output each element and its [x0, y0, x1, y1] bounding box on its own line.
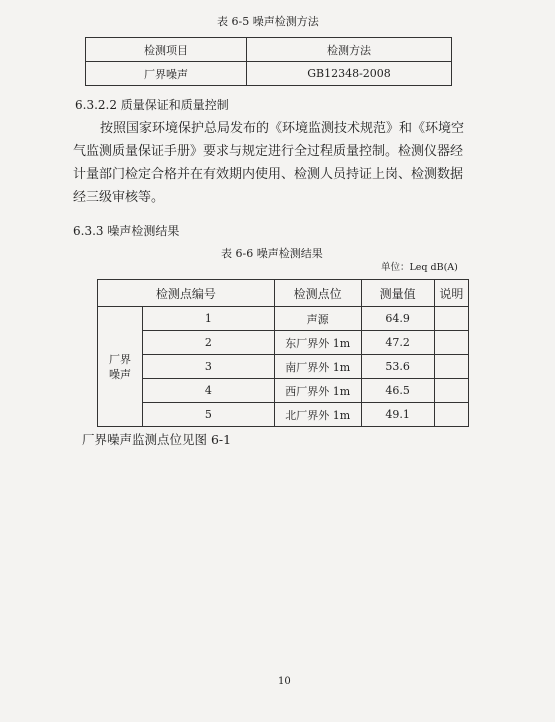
unit-label: 单位：Leq dB(A) — [381, 262, 458, 273]
table-cell — [434, 307, 468, 331]
table-cell: 东厂界外 1m — [274, 331, 361, 355]
section-heading-qc: 6.3.2.2 质量保证和质量控制 — [75, 98, 229, 112]
group-label-cell — [98, 307, 143, 427]
table-header-cell: 检测点位 — [274, 280, 361, 307]
page-number: 10 — [278, 676, 291, 687]
paragraph-line: 按照国家环境保护总局发布的《环境监测技术规范》和《环境空 — [100, 121, 465, 136]
table-cell — [434, 379, 468, 403]
noise-method-table — [85, 37, 452, 86]
section-heading-results: 6.3.3 噪声检测结果 — [73, 224, 180, 238]
paragraph-line: 计量部门检定合格并在有效期内使用、检测人员持证上岗、检测数据 — [73, 167, 464, 182]
table-cell: 46.5 — [361, 379, 434, 403]
table-header-cell: 检测项目 — [86, 38, 247, 62]
table-cell — [434, 403, 468, 427]
table-cell: 5 — [143, 403, 275, 427]
table-cell: GB12348-2008 — [247, 62, 452, 86]
table-cell: 1 — [143, 307, 275, 331]
paragraph-line: 经三级审核等。 — [73, 190, 165, 205]
paragraph-line: 气监测质量保证手册》要求与规定进行全过程质量控制。检测仪器经 — [73, 144, 464, 159]
group-label-line: 噪声 — [109, 367, 131, 381]
table-cell: 3 — [143, 355, 275, 379]
table-row — [98, 355, 469, 379]
table-header-cell: 检测方法 — [247, 38, 452, 62]
figure-reference-note: 厂界噪声监测点位见图 6-1 — [82, 432, 232, 447]
table-cell: 声源 — [274, 307, 361, 331]
table-row — [98, 331, 469, 355]
table-cell: 厂界噪声 — [86, 62, 247, 86]
table-cell: 53.6 — [361, 355, 434, 379]
table-header-cell: 说明 — [434, 280, 468, 307]
table-row — [98, 403, 469, 427]
table-cell: 北厂界外 1m — [274, 403, 361, 427]
table-cell: 64.9 — [361, 307, 434, 331]
table-cell: 南厂界外 1m — [274, 355, 361, 379]
group-label-line: 厂界 — [109, 352, 131, 366]
table-cell: 西厂界外 1m — [274, 379, 361, 403]
table-cell — [434, 331, 468, 355]
table-header-row — [98, 280, 469, 307]
table1-caption: 表 6-5 噪声检测方法 — [217, 15, 319, 28]
table-cell — [434, 355, 468, 379]
table-row — [98, 307, 469, 331]
table-row — [98, 379, 469, 403]
table-header-row — [86, 38, 452, 62]
table-row — [86, 62, 452, 86]
table-header-cell: 测量值 — [361, 280, 434, 307]
noise-results-table — [97, 279, 469, 427]
table2-caption: 表 6-6 噪声检测结果 — [221, 247, 323, 260]
table-cell: 4 — [143, 379, 275, 403]
table-header-cell: 检测点编号 — [98, 280, 275, 307]
table-cell: 2 — [143, 331, 275, 355]
table-cell: 49.1 — [361, 403, 434, 427]
table-cell: 47.2 — [361, 331, 434, 355]
